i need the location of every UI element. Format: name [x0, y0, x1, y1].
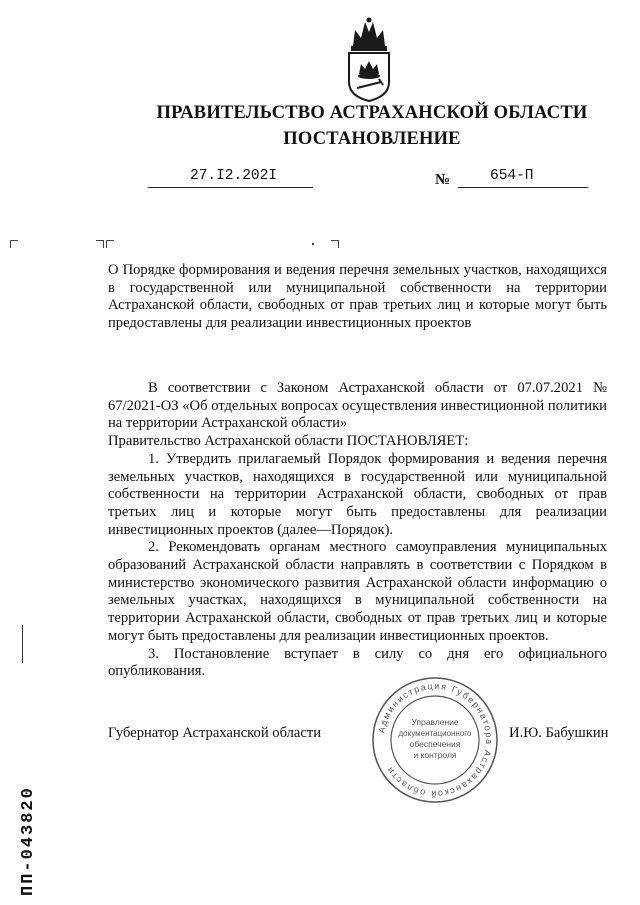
- clause-1: 1. Утвердить прилагаемый Порядок формирования и ведения перечня земельных участков, находящихся в государственной или муниципальной собственности на территории Астраханской области, свободных от прав третьих лиц и которые могут быть предоставлены для реализации инвестиционных проектов (далее—Порядок).: [108, 450, 607, 538]
- organization-heading: ПРАВИТЕЛЬСТВО АСТРАХАНСКОЙ ОБЛАСТИ: [156, 103, 588, 123]
- resolves-line: Правительство Астраханской области ПОСТАНОВЛЯЕТ:: [108, 433, 469, 450]
- document-type-heading: ПОСТАНОВЛЕНИЕ: [283, 129, 461, 149]
- corner-mark-left-center-a: [96, 240, 104, 248]
- corner-mark-top-right: [331, 240, 339, 248]
- vertical-serial-number: [14, 730, 38, 900]
- clause-2: 2. Рекомендовать органам местного самоуправления муниципальных образований Астраханской области направлять в соответствии с Порядком в министерство экономического развития Астраханской области информацию о земельных участках, находящихся в муниципальной собственности на территории Астраханской области, свободных от прав третьих лиц и которые могут быть предоставлены для реализации инвестиционных проектов.: [108, 539, 607, 644]
- number-sign: №: [435, 172, 451, 188]
- seal-line-2: документационного: [398, 729, 472, 738]
- seal-line-1: Управление: [411, 717, 459, 727]
- signatory-name: И.Ю. Бабушкин: [509, 725, 609, 741]
- corner-dot: [312, 243, 314, 245]
- document-number: 654-П: [490, 168, 534, 184]
- official-seal-stamp: [370, 675, 500, 805]
- clause-3: 3. Постановление вступает в силу со дня его официального опубликования.: [108, 645, 607, 680]
- corner-mark-left-center-b: [106, 240, 114, 248]
- corner-mark-top-left: [10, 240, 18, 248]
- serial-number-text: ПП-043820: [19, 786, 38, 896]
- resolution-body: [108, 380, 607, 681]
- signatory-position: Губернатор Астраханской области: [108, 725, 322, 741]
- coat-of-arms-emblem: [343, 16, 395, 102]
- seal-line-4: и контроля: [413, 750, 457, 760]
- date-underline: [148, 187, 313, 188]
- margin-mark: [22, 625, 23, 663]
- number-underline: [458, 187, 588, 188]
- seal-ring-text: Администрация Губернатора Астраханской области: [376, 680, 495, 800]
- document-date: 27.I2.202I: [190, 168, 278, 184]
- intro-paragraph: В соответствии с Законом Астраханской области от 07.07.2021 № 67/2021-ОЗ «Об отдельных вопросах осуществления инвестиционной политики на территории Астраханской области»: [108, 380, 607, 432]
- resolution-title: О Порядке формирования и ведения перечня земельных участков, находящихся в государственной или муниципальной собственности на территории Астраханской области, свободных от прав третьих лиц и которые могут быть предоставлены для реализации инвестиционных проектов: [108, 262, 607, 331]
- seal-line-3: обеспечения: [409, 739, 461, 749]
